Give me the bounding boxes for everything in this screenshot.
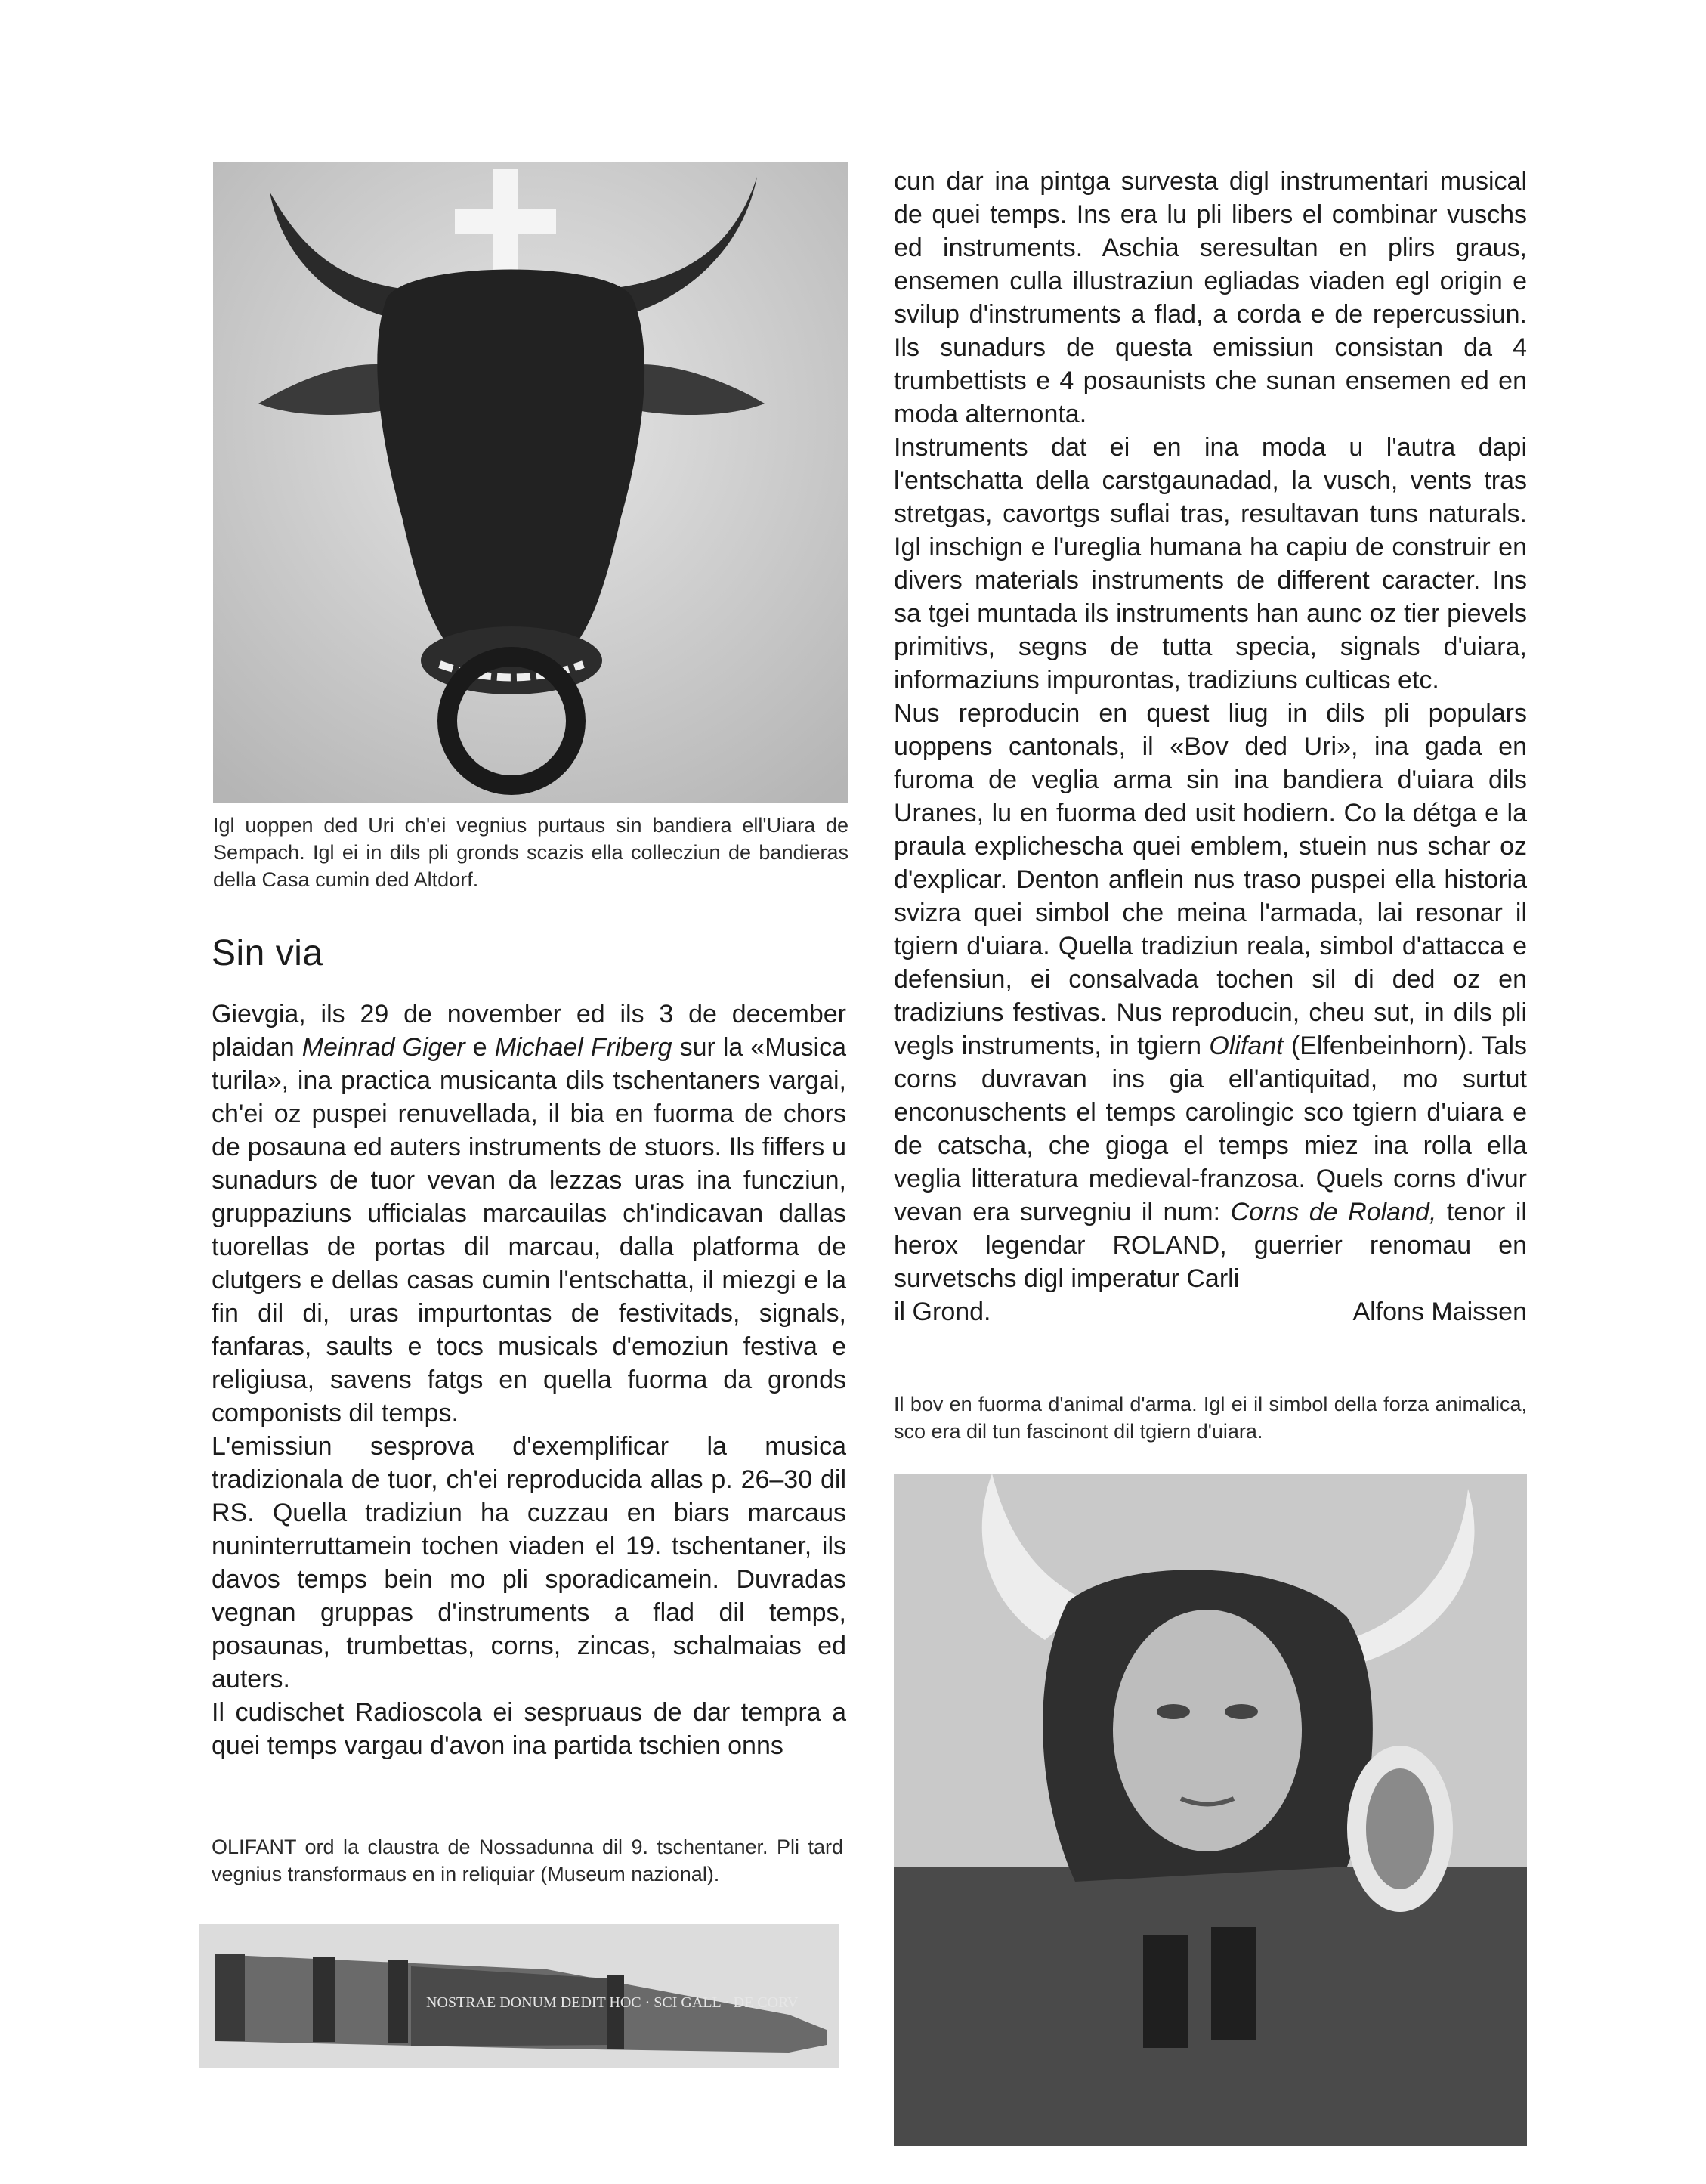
right-paragraph-2: Instruments dat ei en ina moda u l'autra dapi l'entschatta della carstgaunadad, la vusch, vents tras stretgas, cavortgs suflai tras, resultavan tuns naturals. Igl inschign e l'ureglia humana ha capiu de construir en divers materials instruments de different caracter. Ins sa tgei muntada ils instruments han aunc oz tier pievels primitivs, segns de tutta specia, signals d'uiara, informaziuns impurontas, tradiziuns culticas etc. xyxy=(894,433,1527,694)
bull-head-photo xyxy=(213,162,848,803)
section-heading: Sin via xyxy=(212,933,323,973)
horned-man-photo xyxy=(894,1474,1527,2146)
bull-head-caption: Igl uoppen ded Uri ch'ei vegnius purtaus sin bandiera ell'Uiara de Sempach. Igl ei in dils pli gronds scazis ella collecziun de bandieras della Casa cumin ded Altdorf. xyxy=(213,814,848,891)
author-name: Alfons Maissen xyxy=(1352,1298,1527,1326)
left-paragraph-2: L'emissiun sesprova d'exemplificar la musica tradizionala de tuor, ch'ei reproducida allas p. 26–30 dil RS. Quella tradiziun ha cuzzau en biars marcaus nuninterruttamein tochen viaden el 19. tschentaner, ils davos temps bein mo pli sporadicamein. Duvradas vegnan gruppas d'instruments a flad dil temps, posaunas, trumbettas, corns, zincas, schalmaias ed auters. xyxy=(212,1432,846,1694)
right-paragraph-1: cun dar ina pintga survesta digl instrumentari musical de quei temps. Ins era lu pli libers el combinar vuschs ed instruments. Aschia seresultan en plirs graus, ensemen culla illustraziun egliadas viaden egl origin e svilup d'instruments a flad, a corda e de repercussiun. Ils sunadurs de questa emissiun consistan da 4 trumbettists e 4 posaunists che sunan ensemen ed en moda alternonta. xyxy=(894,167,1527,428)
signature-row xyxy=(894,1295,1527,1329)
olifant-caption: OLIFANT ord la claustra de Nossadunna dil 9. tschentaner. Pli tard vegnius transformaus en in reliquiar (Museum nazional). xyxy=(212,1836,843,1885)
bov-caption: Il bov en fuorma d'animal d'arma. Igl ei il simbol della forza animalica, sco era dil tun fascinont dil tgiern d'uiara. xyxy=(894,1393,1527,1443)
left-paragraph-3: Il cudischet Radioscola ei sespruaus de dar tempra a quei temps vargau d'avon ina partida tschien onns xyxy=(212,1698,846,1760)
horn-inscription: NOSTRAE DONUM DEDIT HOC · SCI GALL · DE CORV xyxy=(426,1994,799,2011)
final-line: il Grond. xyxy=(894,1298,991,1326)
right-column-text xyxy=(894,165,1527,1329)
left-paragraph-1: Gievgia, ils 29 de november ed ils 3 de december plaidan Meinrad Giger e Michael Friberg sur la «Musica turila», ina practica musicanta dils tschentaners vargai, ch'ei oz puspei renuvellada, il bia en fuorma de chors de posauna ed auters instruments de stuors. Ils fiffers u sunadurs de tuor vevan da lezzas uras ina funcziun, gruppaziuns ufficialas marcauilas ch'indicavan dallas tuorellas de portas dil marcau, dalla platforma de clutgers e dellas casas cumin l'entschatta, il miezgi e la fin dil di, uras impurtontas de festivitads, signals, fanfaras, saults e tocs musicals d'emoziun festiva e religiusa, savens fatgs en quella fuorma da gronds componists dil temps. xyxy=(212,1000,846,1428)
left-column-text xyxy=(212,998,846,1762)
right-paragraph-3: Nus reproducin en quest liug in dils pli populars uoppens cantonals, il «Bov ded Uri», ina gada en furoma de veglia arma sin ina bandiera d'uiara dils Uranes, lu en fuorma ded usit hodiern. Co la détga e la praula explichescha quei emblem, stuein nus schar oz d'explicar. Denton anflein nus traso puspei ella historia svizra quei simbol che meina l'armada, lai resonar il tgiern d'uiara. Quella tradiziun reala, simbol d'attacca e defensiun, ei consalvada tochen sil di ded oz en tradiziuns festivas. Nus reproducin, cheu sut, in dils pli vegls instruments, in tgiern Olifant (Elfenbeinhorn). Tals corns duvravan ins gia ell'antiquitad, mo surtut enconuschents el temps carolingic sco tgiern d'uiara e de catscha, che gioga el temps miez ina rolla ella veglia litteratura medieval-franzosa. Quels corns d'ivur vevan era survegniu il num: Corns de Roland, tenor il herox legendar ROLAND, guerrier renomau en survetschs digl imperatur Carli xyxy=(894,699,1527,1293)
olifant-photo xyxy=(199,1924,839,2068)
